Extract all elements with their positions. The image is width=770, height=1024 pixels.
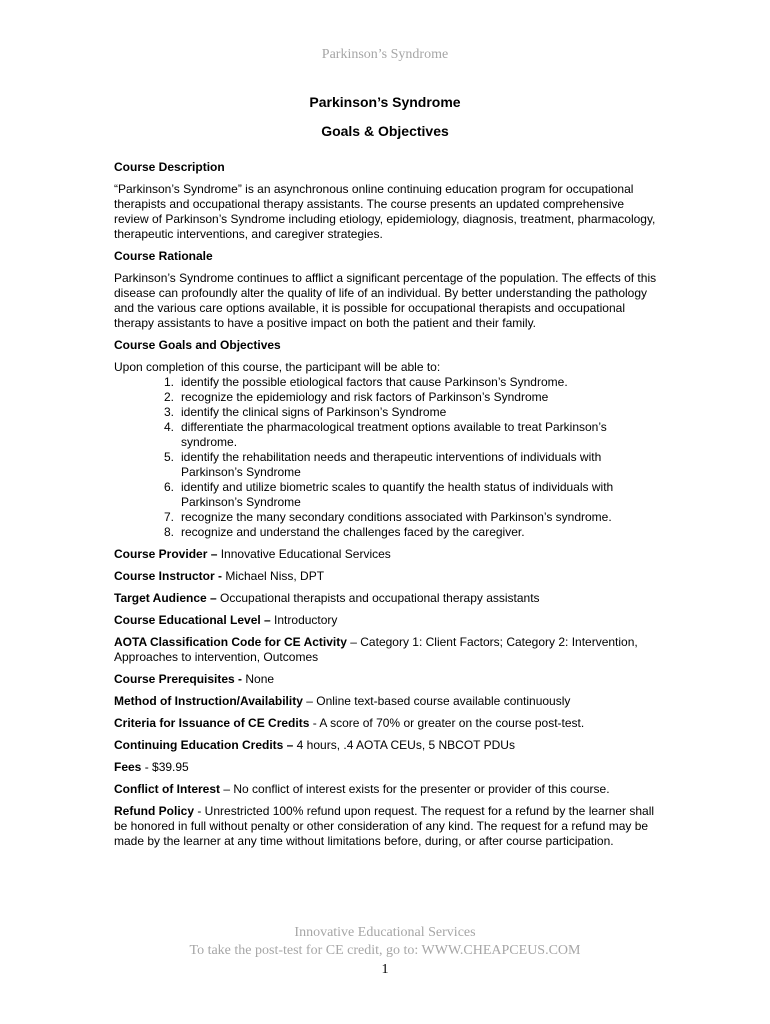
course-description-heading: Course Description — [114, 160, 225, 174]
objective-number: 2. — [163, 390, 174, 404]
refund-policy-label: Refund Policy — [114, 804, 195, 818]
objective-text: recognize and understand the challenges faced by the caregiver. — [181, 525, 525, 539]
document-body — [114, 160, 659, 856]
conflict-field — [114, 782, 659, 797]
objective-text: recognize the epidemiology and risk factors of Parkinson’s Syndrome — [181, 390, 549, 404]
objective-item — [114, 525, 659, 540]
method-label: Method of Instruction/Availability — [114, 694, 303, 708]
objective-number: 7. — [163, 510, 174, 524]
objectives-list — [114, 375, 659, 540]
document-subtitle: Goals & Objectives — [321, 123, 449, 139]
prerequisites-value: None — [242, 672, 275, 686]
running-header: Parkinson’s Syndrome — [321, 47, 449, 62]
objective-number: 1. — [163, 375, 174, 389]
objective-item — [114, 375, 659, 390]
objective-text: identify the clinical signs of Parkinson’s Syndrome — [181, 405, 447, 419]
target-audience-value: Occupational therapists and occupational therapy assistants — [216, 591, 540, 605]
course-provider-field — [114, 547, 659, 562]
educational-level-field — [114, 613, 659, 628]
criteria-field — [114, 716, 659, 731]
educational-level-value: Introductory — [270, 613, 338, 627]
goals-intro: Upon completion of this course, the participant will be able to: — [114, 360, 441, 374]
course-rationale-text: Parkinson’s Syndrome continues to afflict a significant percentage of the population. The effects of this disease can profoundly alter the quality of life of an individual. By better understanding the pathology and the various care options available, it is possible for occupational therapists and occupational therapy assistants to have a positive impact on both the patient and their family. — [114, 271, 657, 330]
page-number: 1 — [381, 962, 389, 977]
goals-heading: Course Goals and Objectives — [114, 338, 281, 352]
ce-credits-value: 4 hours, .4 AOTA CEUs, 5 NBCOT PDUs — [293, 738, 515, 752]
objective-text: identify and utilize biometric scales to quantify the health status of individuals with Parkinson’s Syndrome — [181, 480, 614, 509]
course-instructor-label: Course Instructor - — [114, 569, 223, 583]
aota-code-label: AOTA Classification Code for CE Activity — [114, 635, 347, 649]
objective-item — [114, 390, 659, 405]
objective-number: 3. — [163, 405, 174, 419]
objective-item — [114, 420, 659, 450]
fees-label: Fees — [114, 760, 142, 774]
course-instructor-field — [114, 569, 659, 584]
objective-item — [114, 405, 659, 420]
objective-item — [114, 450, 659, 480]
target-audience-label: Target Audience – — [114, 591, 217, 605]
course-provider-value: Innovative Educational Services — [217, 547, 391, 561]
objective-text: identify the rehabilitation needs and therapeutic interventions of individuals with Parkinson’s Syndrome — [181, 450, 602, 479]
target-audience-field — [114, 591, 659, 606]
course-description-text: “Parkinson’s Syndrome” is an asynchronous online continuing education program for occupational therapists and occupational therapy assistants. The course presents an updated comprehensive review of Parkinson’s Syndrome including etiology, epidemiology, diagnosis, treatment, pharmacology, therapeutic interventions, and caregiver strategies. — [114, 182, 656, 241]
criteria-value: - A score of 70% or greater on the course post-test. — [309, 716, 585, 730]
objective-text: differentiate the pharmacological treatment options available to treat Parkinson’s syndrome. — [181, 420, 607, 449]
fees-field — [114, 760, 659, 775]
aota-code-field — [114, 635, 659, 665]
objective-item — [114, 480, 659, 510]
objective-number: 6. — [163, 480, 174, 494]
objective-number: 5. — [163, 450, 174, 464]
aota-code-value: – Category 1: Client Factors; Category 2: Intervention, Approaches to intervention, Outcomes — [114, 635, 638, 664]
objective-number: 4. — [163, 420, 174, 434]
method-field — [114, 694, 659, 709]
criteria-label: Criteria for Issuance of CE Credits — [114, 716, 310, 730]
educational-level-label: Course Educational Level – — [114, 613, 271, 627]
conflict-value: – No conflict of interest exists for the presenter or provider of this course. — [220, 782, 610, 796]
footer-post-test-note: To take the post-test for CE credit, go to: WWW.CHEAPCEUS.COM — [189, 943, 581, 958]
refund-policy-field — [114, 804, 659, 849]
document-title: Parkinson’s Syndrome — [309, 94, 461, 110]
prerequisites-label: Course Prerequisites - — [114, 672, 243, 686]
course-instructor-value: Michael Niss, DPT — [222, 569, 325, 583]
ce-credits-label: Continuing Education Credits – — [114, 738, 294, 752]
method-value: – Online text-based course available continuously — [302, 694, 571, 708]
objective-item — [114, 510, 659, 525]
course-provider-label: Course Provider – — [114, 547, 218, 561]
objective-text: recognize the many secondary conditions associated with Parkinson’s syndrome. — [181, 510, 612, 524]
prerequisites-field — [114, 672, 659, 687]
course-rationale-heading: Course Rationale — [114, 249, 213, 263]
ce-credits-field — [114, 738, 659, 753]
objective-text: identify the possible etiological factors that cause Parkinson’s Syndrome. — [181, 375, 568, 389]
fees-value: - $39.95 — [141, 760, 189, 774]
footer-provider: Innovative Educational Services — [294, 925, 476, 940]
objective-number: 8. — [163, 525, 174, 539]
conflict-label: Conflict of Interest — [114, 782, 221, 796]
refund-policy-value: - Unrestricted 100% refund upon request. The request for a refund by the learner shall be honored in full without penalty or other consideration of any kind. The request for a refund may be made by the learner at any time without limitations before, during, or after course participation. — [114, 804, 655, 848]
